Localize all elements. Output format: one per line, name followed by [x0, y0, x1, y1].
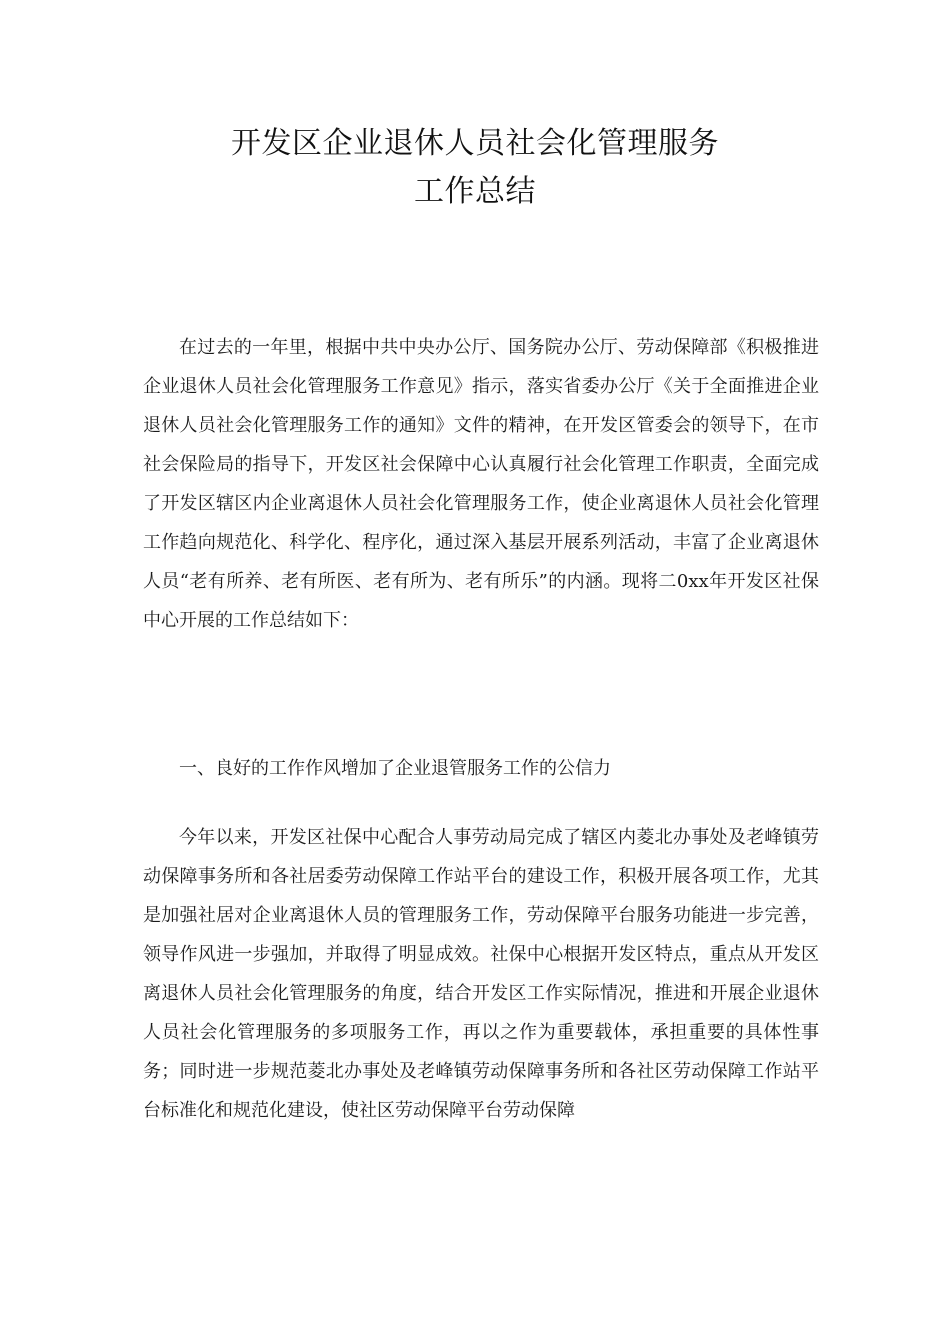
document-title-line2: 工作总结: [414, 174, 536, 209]
paragraph-section1: 今年以来，开发区社保中心配合人事劳动局完成了辖区内菱北办事处及老峰镇劳动保障事务所和各社居委劳动保障工作站平台的建设工作，积极开展各项工作，尤其是加强社居对企业离退休人员的管理服务工作，劳动保障平台服务功能进一步完善，领导作风进一步强加，并取得了明显成效。社保中心根据开发区特点，重点从开发区离退休人员社会化管理服务的角度，结合开发区工作实际情况，推进和开展企业退休人员社会化管理服务的多项服务工作，再以之作为重要载体，承担重要的具体性事务；同时进一步规范菱北办事处及老峰镇劳动保障事务所和各社区劳动保障工作站平台标准化和规范化建设，使社区劳动保障平台劳动保障: [143, 827, 819, 1121]
paragraph-intro: 在过去的一年里，根据中共中央办公厅、国务院办公厅、劳动保障部《积极推进企业退休人员社会化管理服务工作意见》指示，落实省委办公厅《关于全面推进企业退休人员社会化管理服务工作的通知》文件的精神，在开发区管委会的领导下，在市社会保险局的指导下，开发区社会保障中心认真履行社会化管理工作职责，全面完成了开发区辖区内企业离退休人员社会化管理服务工作，使企业离退休人员社会化管理工作趋向规范化、科学化、程序化，通过深入基层开展系列活动，丰富了企业离退休人员“老有所养、老有所医、老有所为、老有所乐”的内涵。现将二0xx年开发区社保中心开展的工作总结如下：: [143, 337, 819, 631]
paragraph-section1-block: [143, 818, 819, 1130]
section-heading-1: 一、良好的工作作风增加了企业退管服务工作的公信力: [179, 758, 611, 779]
section-heading-block: [143, 749, 819, 788]
paragraph-intro-block: [143, 328, 819, 640]
document-title-line1: 开发区企业退休人员社会化管理服务: [231, 126, 719, 161]
